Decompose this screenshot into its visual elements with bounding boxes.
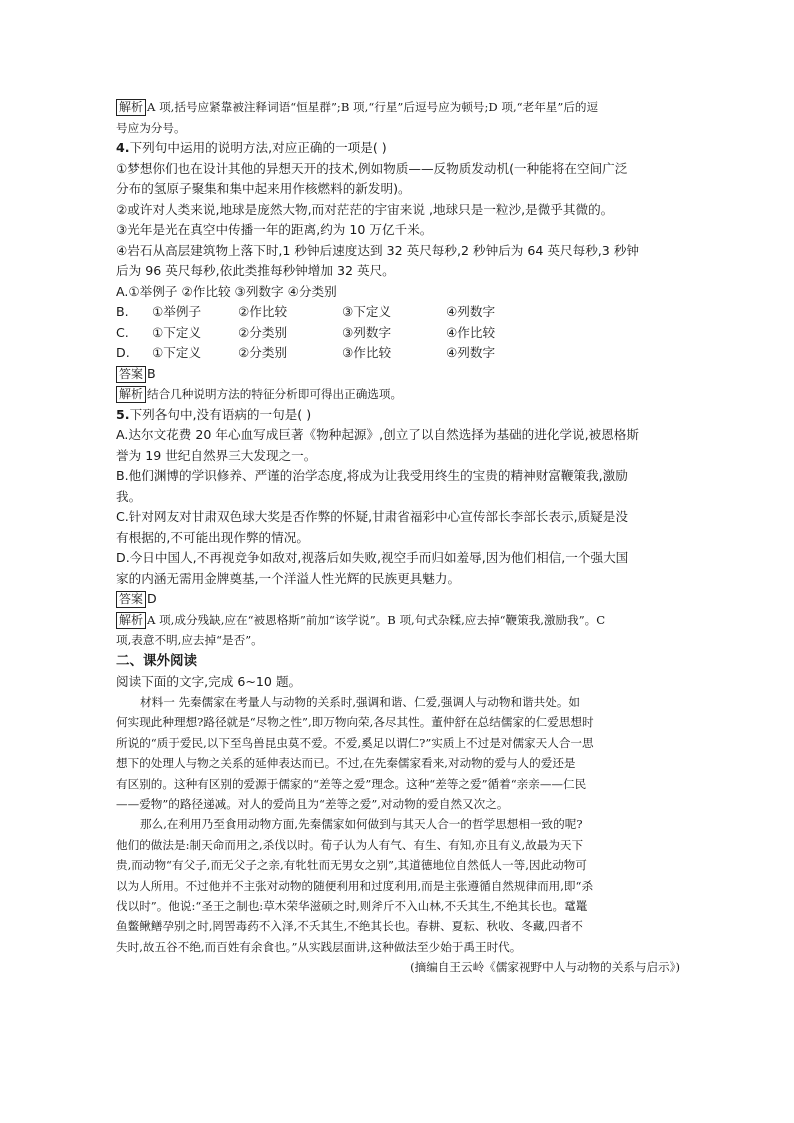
- option-item: ④作比较: [446, 324, 496, 340]
- q4-analysis-text: 结合几种说明方法的特征分析即可得出正确选项。: [147, 387, 403, 401]
- q5-option-line: 有根据的,不可能出现作弊的情况。: [116, 529, 309, 545]
- material-paragraph-line: 失时,故五谷不绝,而百姓有余食也。”从实践层面讲,这种做法至少始于禹王时代。: [116, 939, 522, 954]
- option-item: ④列数字: [446, 304, 496, 319]
- q3-analysis-line1: A 项,括号应紧靠被注释词语“恒星群”;B 项,“行星”后逗号应为顿号;D 项,“老年星”后的逗: [147, 100, 599, 114]
- q4-answer: [116, 364, 680, 385]
- q5-answer-value: D: [147, 591, 157, 606]
- q5-option-line: B.他们渊博的学识修养、严谨的治学态度,将成为让我受用终生的宝贵的精神财富鞭策我,激励: [116, 468, 628, 483]
- q4-option-a: A.①举例子 ②作比较 ③列数字 ④分类别: [116, 283, 337, 299]
- option-letter: B.: [116, 304, 129, 319]
- option-letter: C.: [116, 324, 129, 340]
- q4-stem-text: 下列句中运用的说明方法,对应正确的一项是( ): [129, 140, 387, 155]
- q4-sentence: 后为 96 英尺每秒,依此类推每秒钟增加 32 英尺。: [116, 263, 395, 278]
- material-paragraph-line: 鱼鳖鳅鳝孕别之时,罔罟毒药不入泽,不夭其生,不绝其长也。春耕、夏耘、秋收、冬藏,四者不: [116, 919, 583, 934]
- material-paragraph-line: ——爱物”的路径递减。对人的爱尚且为“差等之爱”,对动物的爱自然又次之。: [116, 797, 509, 812]
- document-content: [116, 97, 680, 978]
- material-paragraph-line: 材料一 先秦儒家在考量人与动物的关系时,强调和谐、仁爱,强调人与动物和谐共处。如: [140, 695, 581, 709]
- analysis-tag: 解析: [116, 386, 146, 403]
- q5-analysis: [116, 610, 680, 631]
- material-paragraph-line: 伐以时”。他说:“圣王之制也:草木荣华滋硕之时,则斧斤不入山林,不夭其生,不绝其长也。鼋鼍: [116, 899, 588, 914]
- material-paragraph-line: 以为人所用。不过他并不主张对动物的随便利用和过度利用,而是主张遵循自然规律而用,即“杀: [116, 878, 594, 893]
- q4-option-b: [116, 302, 680, 323]
- option-item: ①下定义: [152, 324, 202, 340]
- q5-option-line: D.今日中国人,不再视竞争如敌对,视落后如失败,视空手而归如羞辱,因为他们相信,一个强大国: [116, 550, 629, 565]
- option-item: ③作比较: [342, 345, 392, 360]
- analysis-tag: 解析: [116, 612, 146, 629]
- material-paragraph-line: 所说的“质于爱民,以下至鸟兽昆虫莫不爱。不爱,奚足以谓仁?”实质上不过是对儒家天人合一思: [116, 735, 594, 750]
- material-paragraph-line: 他们的做法是:制天命而用之,杀伐以时。荀子认为人有气、有生、有知,亦且有义,故最为天下: [116, 837, 584, 852]
- q5-analysis-line1: A 项,成分残缺,应在“被恩格斯”前加“该学说”。B 项,句式杂糅,应去掉“鞭策我,激励我”。C: [147, 612, 606, 627]
- option-item: ②作比较: [238, 304, 288, 319]
- option-item: ②分类别: [238, 345, 288, 360]
- section-heading: 二、课外阅读: [116, 652, 197, 669]
- option-item: ①下定义: [152, 345, 202, 360]
- q4-sentence: ①梦想你们也在设计其他的异想天开的技术,例如物质——反物质发动机(一种能将在空间广泛: [116, 160, 628, 176]
- q4-sentence: ③光年是光在真空中传播一年的距离,约为 10 万亿千米。: [116, 222, 433, 237]
- option-letter: D.: [116, 345, 130, 360]
- q3-analysis-line2: 号应为分号。: [116, 120, 186, 135]
- q5-analysis-line2: 项,表意不明,应去掉“是否”。: [116, 633, 263, 647]
- q4-sentence: ②或许对人类来说,地球是庞然大物,而对茫茫的宇宙来说 ,地球只是一粒沙,是微乎其微的。: [116, 201, 614, 217]
- material-paragraph-line: 何实现此种理想?路径就是“尽物之性”,即万物向荣,各尽其性。董仲舒在总结儒家的仁爱思想时: [116, 715, 594, 730]
- material-paragraph-line: 想下的处理人与物之关系的延伸表达而已。不过,在先秦儒家看来,对动物的爱与人的爱还是: [116, 756, 576, 771]
- option-item: ③下定义: [342, 304, 392, 319]
- q4-option-c: [116, 323, 680, 344]
- source-citation: (摘编自王云岭《儒家视野中人与动物的关系与启示》): [410, 960, 680, 975]
- answer-tag: 答案: [116, 366, 146, 383]
- q3-analysis: [116, 97, 680, 118]
- q5-option-line: A.达尔文花费 20 年心血写成巨著《物种起源》,创立了以自然选择为基础的进化学说,被恩格斯: [116, 427, 639, 442]
- q5-option-line: 家的内涵无需用金牌奠基,一个洋溢人性光辉的民族更具魅力。: [116, 570, 461, 586]
- answer-tag: 答案: [116, 591, 146, 608]
- option-item: ③列数字: [342, 324, 392, 340]
- q5-stem: [116, 405, 680, 426]
- material-paragraph-line: 那么,在利用乃至食用动物方面,先秦儒家如何做到与其天人合一的哲学思想相一致的呢?: [140, 817, 583, 832]
- q4-sentence: ④岩石从高层建筑物上落下时,1 秒钟后速度达到 32 英尺每秒,2 秒钟后为 64 英尺每秒,3 秒钟: [116, 242, 640, 258]
- q5-option-line: 誉为 19 世纪自然界三大发现之一。: [116, 447, 317, 463]
- q5-option-line: 我。: [116, 488, 142, 504]
- q4-number: 4.: [116, 140, 130, 155]
- q4-answer-value: B: [147, 365, 156, 381]
- material-paragraph-line: 有区别的。这种有区别的爱源于儒家的“差等之爱”理念。这种“差等之爱”循着“亲亲——仁民: [116, 776, 587, 791]
- option-item: ①举例子: [152, 304, 202, 319]
- q5-answer: [116, 589, 680, 610]
- material-paragraph-line: 贵,而动物“有父子,而无父子之亲,有牝牡而无男女之别”,其道德地位自然低人一等,因此动物可: [116, 858, 587, 873]
- q4-option-d: [116, 343, 680, 364]
- q4-sentence: 分布的氢原子聚集和集中起来用作核燃料的新发明)。: [116, 181, 411, 196]
- reading-instruction: 阅读下面的文字,完成 6~10 题。: [116, 673, 302, 689]
- q4-analysis: [116, 384, 680, 405]
- q5-option-line: C.针对网友对甘肃双色球大奖是否作弊的怀疑,甘肃省福彩中心宣传部长李部长表示,质疑是没: [116, 509, 628, 524]
- option-item: ②分类别: [238, 324, 288, 340]
- analysis-tag: 解析: [116, 99, 146, 116]
- q5-stem-text: 下列各句中,没有语病的一句是( ): [129, 406, 312, 422]
- q4-stem: [116, 138, 680, 159]
- option-item: ④列数字: [446, 345, 496, 360]
- q5-number: 5.: [116, 406, 130, 422]
